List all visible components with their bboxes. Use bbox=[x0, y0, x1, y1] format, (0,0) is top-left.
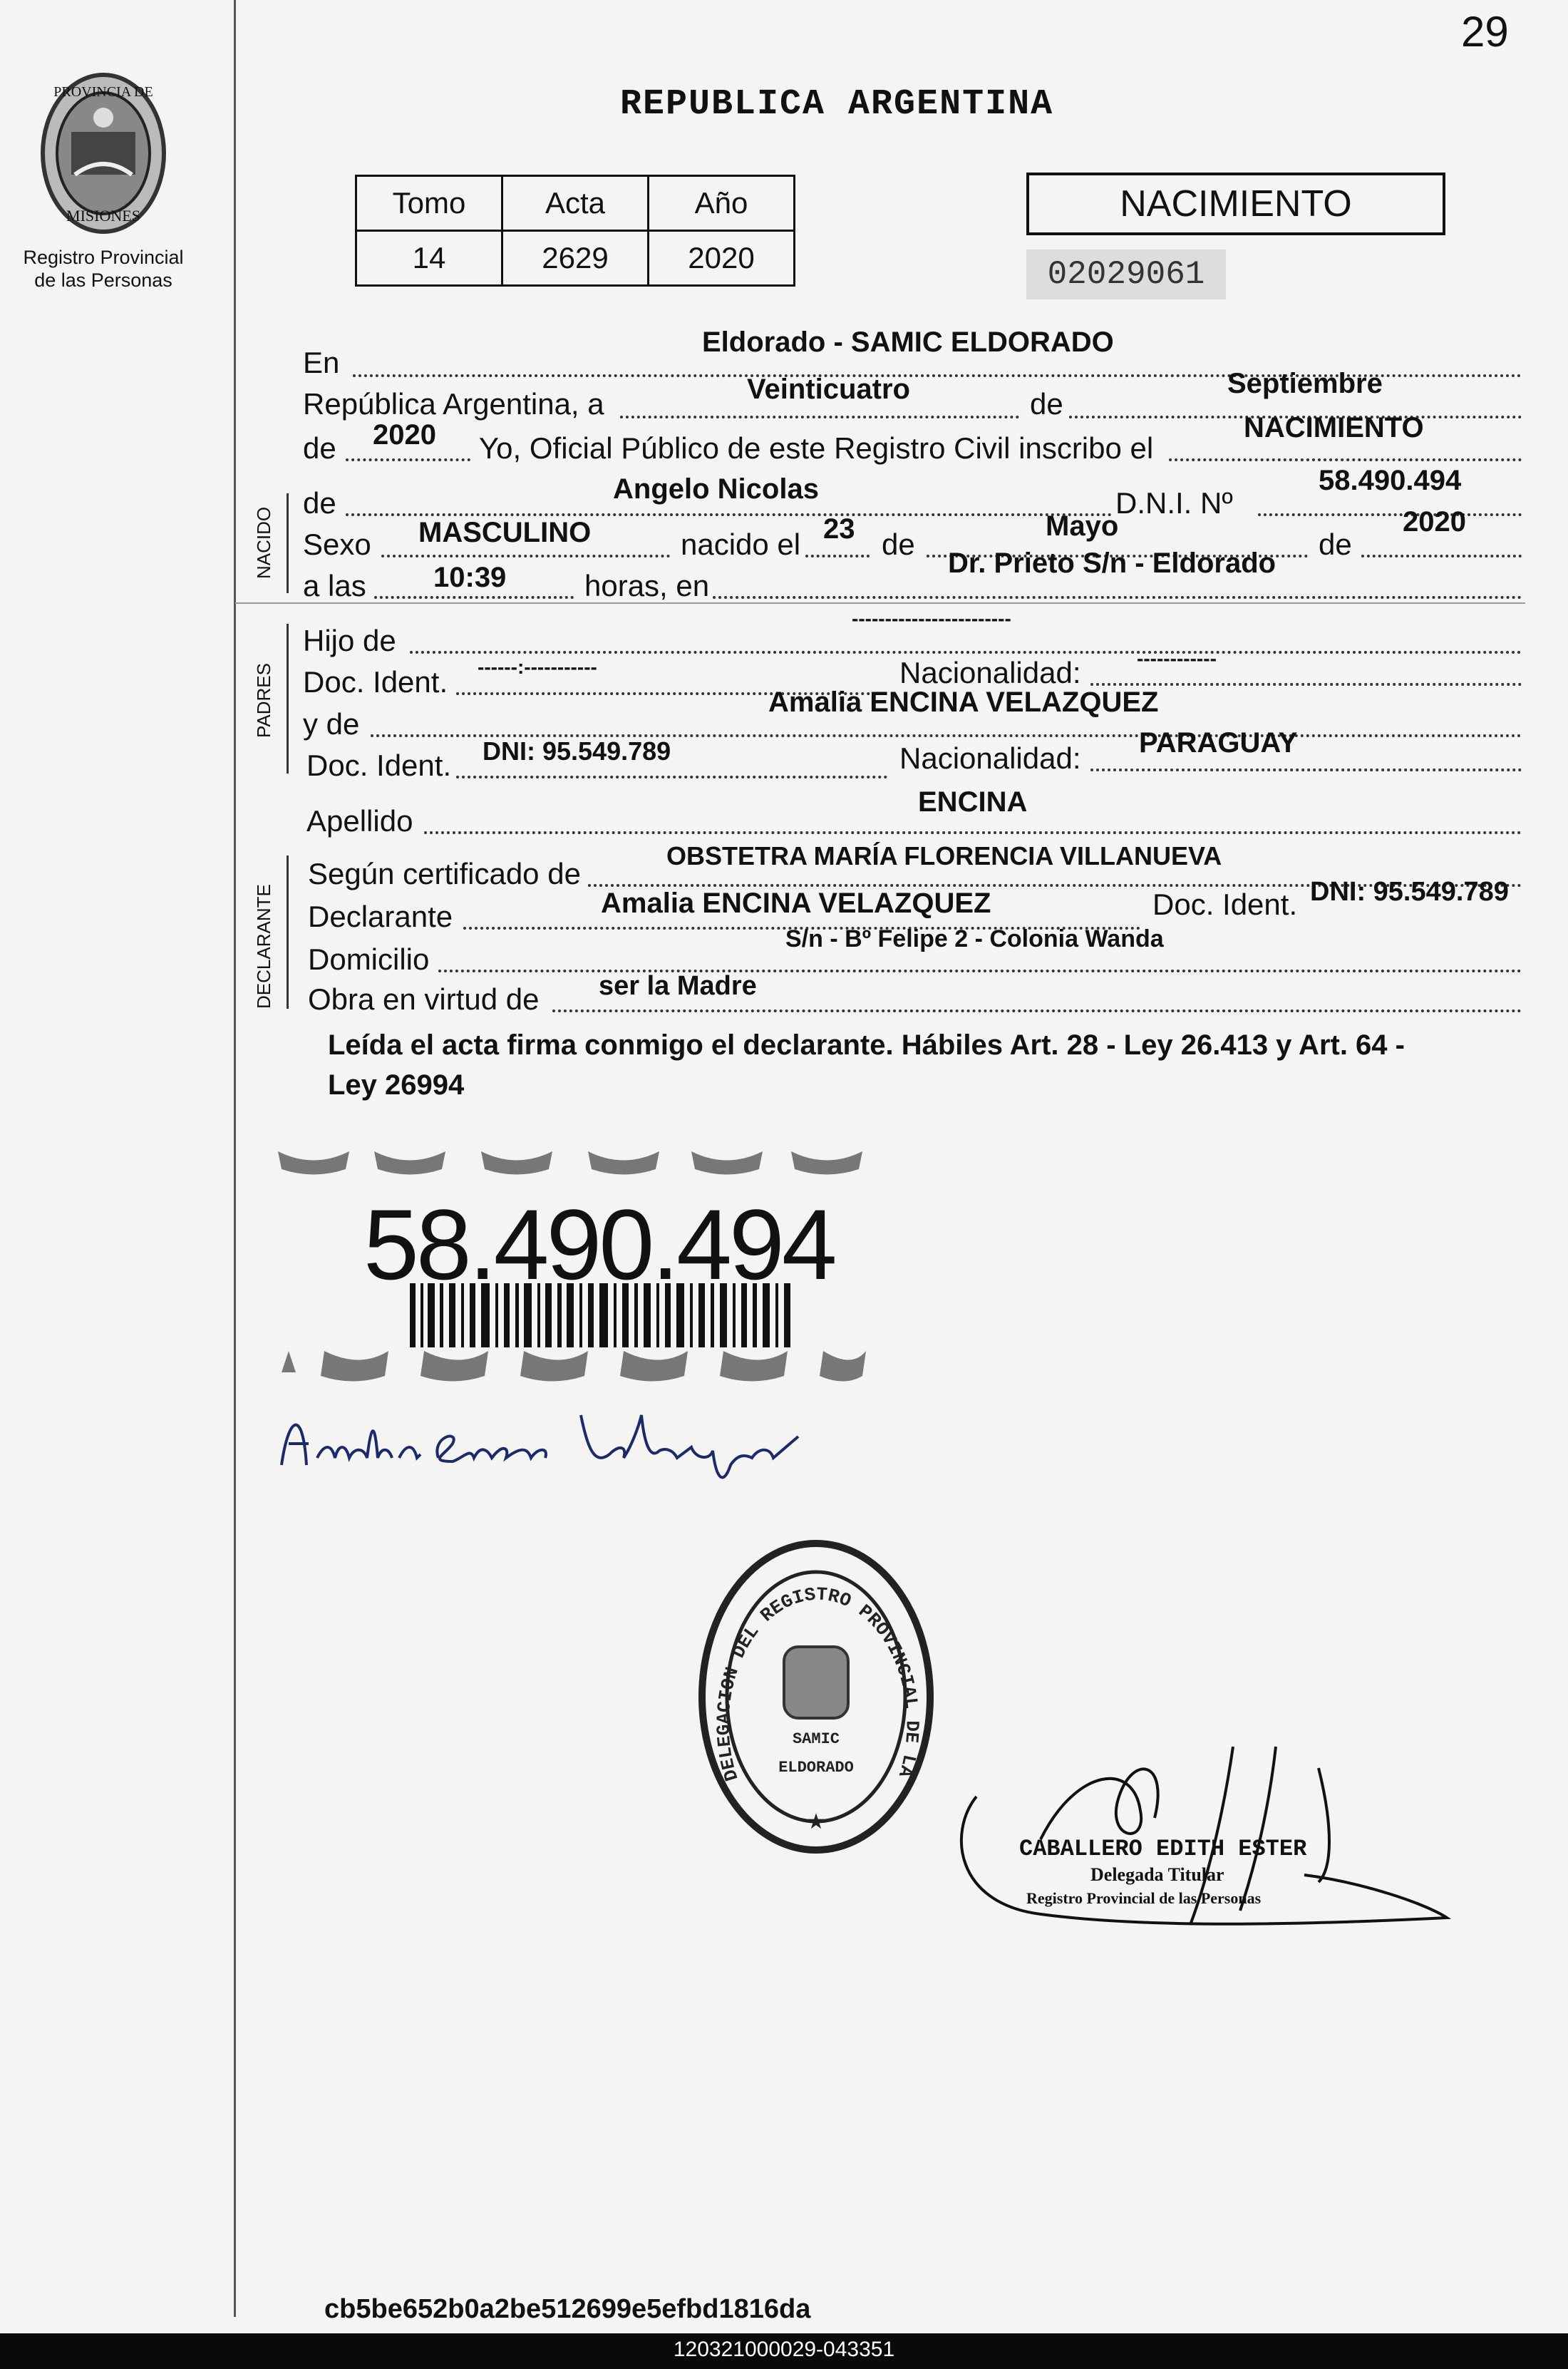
sexo-value: MASCULINO bbox=[418, 517, 592, 548]
alas-label: a las bbox=[303, 569, 366, 602]
mother-doc: DNI: 95.549.789 bbox=[483, 736, 671, 766]
mother-nat: PARAGUAY bbox=[1139, 727, 1298, 759]
inscribo-label: Yo, Oficial Público de este Registro Civil inscribo el bbox=[479, 431, 1154, 465]
dots bbox=[381, 555, 670, 557]
republica-label: República Argentina, a bbox=[303, 387, 604, 421]
dots bbox=[805, 555, 870, 557]
birth-month: Mayo bbox=[1046, 510, 1119, 542]
decl-doc-label: Doc. Ident. bbox=[1152, 888, 1298, 921]
apellido-label: Apellido bbox=[306, 804, 413, 838]
nacido-de-label-2: de bbox=[882, 528, 915, 561]
registry-name-line1: Registro Provincial bbox=[23, 247, 184, 268]
sticker-number: 58.490.494 bbox=[363, 1188, 835, 1300]
mother-name: Amalia ENCINA VELAZQUEZ bbox=[768, 687, 1159, 718]
decl-value: Amalia ENCINA VELAZQUEZ bbox=[601, 888, 991, 919]
dots bbox=[346, 513, 1112, 516]
father-doc-label: Doc. Ident. bbox=[303, 665, 448, 699]
legal-text bbox=[328, 1025, 1405, 1105]
child-name: Angelo Nicolas bbox=[613, 473, 819, 505]
domicilio-label: Domicilio bbox=[308, 942, 430, 976]
birth-day: 23 bbox=[823, 513, 855, 545]
padres-section-label: PADRES bbox=[253, 663, 274, 738]
horas-label: horas, en bbox=[584, 569, 710, 602]
dots bbox=[1090, 683, 1522, 686]
registry-name-line2: de las Personas bbox=[34, 269, 172, 291]
svg-text:PROVINCIA DE: PROVINCIA DE bbox=[53, 84, 153, 100]
dots bbox=[424, 831, 1522, 834]
province-seal-logo bbox=[32, 68, 175, 239]
birth-year: 2020 bbox=[1403, 506, 1466, 538]
dots bbox=[410, 651, 1522, 654]
legal-text-line2: Ley 26994 bbox=[328, 1069, 465, 1101]
dots bbox=[374, 596, 574, 599]
svg-text:ELDORADO: ELDORADO bbox=[778, 1759, 854, 1777]
acta-value: 2629 bbox=[502, 231, 649, 286]
segun-label: Según certificado de bbox=[308, 857, 581, 890]
tomo-value: 14 bbox=[356, 231, 502, 286]
segun-value: OBSTETRA MARÍA FLORENCIA VILLANUEVA bbox=[666, 841, 1222, 870]
dots bbox=[346, 458, 470, 461]
dni-label: D.N.I. Nº bbox=[1115, 486, 1233, 520]
divider bbox=[235, 602, 1525, 604]
serial-number: 02029061 bbox=[1026, 250, 1226, 299]
month-value: Septiembre bbox=[1227, 368, 1383, 399]
registry-stamp bbox=[695, 1536, 937, 1857]
nacido-el-label: nacido el bbox=[681, 528, 801, 561]
day-value: Veinticuatro bbox=[747, 374, 910, 405]
page-title: REPUBLICA ARGENTINA bbox=[620, 84, 1054, 125]
dots bbox=[1169, 458, 1522, 461]
dots bbox=[713, 596, 1522, 599]
year-value: 2020 bbox=[373, 419, 436, 451]
acta-header: Acta bbox=[502, 176, 649, 231]
security-sticker bbox=[274, 1137, 905, 1401]
decl-label: Declarante bbox=[308, 900, 453, 933]
registry-name bbox=[11, 246, 196, 292]
ano-value: 2020 bbox=[649, 231, 795, 286]
birth-place: Dr. Prieto S/n - Eldorado bbox=[948, 548, 1276, 579]
domicilio-value: S/n - Bº Felipe 2 - Colonia Wanda bbox=[785, 925, 1164, 952]
dots bbox=[1361, 555, 1522, 557]
child-dni: 58.490.494 bbox=[1319, 465, 1462, 496]
dots bbox=[552, 1009, 1522, 1012]
official-signature bbox=[934, 1740, 1461, 1971]
footer-bar bbox=[0, 2333, 1568, 2369]
nacido-de-label: de bbox=[303, 486, 336, 520]
document-id: 120321000029-043351 bbox=[673, 2338, 895, 2361]
official-name: CABALLERO EDITH ESTER bbox=[1019, 1836, 1307, 1862]
document-hash: cb5be652b0a2be512699e5efbd1816da bbox=[324, 2294, 811, 2324]
official-org: Registro Provincial de las Personas bbox=[1026, 1889, 1262, 1907]
svg-text:DELEGACION DEL REGISTRO PROVIN: DELEGACION DEL REGISTRO PROVINCIAL DE LA bbox=[713, 1583, 923, 1784]
yde-label: y de bbox=[303, 707, 360, 741]
declarant-signature bbox=[274, 1387, 916, 1490]
nacido-bracket bbox=[287, 493, 289, 593]
dots bbox=[620, 416, 1019, 418]
cert-type-box: NACIMIENTO bbox=[1026, 173, 1445, 235]
ano-header: Año bbox=[649, 176, 795, 231]
obra-label: Obra en virtud de bbox=[308, 982, 540, 1016]
birth-time: 10:39 bbox=[433, 562, 507, 593]
svg-text:MISIONES: MISIONES bbox=[66, 207, 140, 225]
apellido-value: ENCINA bbox=[918, 786, 1028, 818]
father-name: ------------------------ bbox=[852, 607, 1011, 629]
obra-value: ser la Madre bbox=[599, 971, 757, 1001]
dots bbox=[456, 776, 887, 778]
declarante-section-label: DECLARANTE bbox=[253, 884, 274, 1009]
de-label-2: de bbox=[303, 431, 336, 465]
en-label: En bbox=[303, 346, 340, 379]
father-doc: ------:----------- bbox=[478, 656, 597, 678]
father-nat-label: Nacionalidad: bbox=[899, 656, 1081, 689]
dots bbox=[1090, 769, 1522, 771]
de-label: de bbox=[1030, 387, 1063, 421]
decl-doc-value: DNI: 95.549.789 bbox=[1310, 877, 1509, 907]
inscribo-value: NACIMIENTO bbox=[1244, 412, 1424, 443]
declarante-bracket bbox=[287, 855, 289, 1009]
svg-text:★: ★ bbox=[806, 1810, 826, 1834]
sexo-label: Sexo bbox=[303, 528, 371, 561]
hijo-label: Hijo de bbox=[303, 624, 396, 657]
official-role: Delegada Titular bbox=[1090, 1864, 1224, 1885]
mother-nat-label: Nacionalidad: bbox=[899, 741, 1081, 775]
nacido-section-label: NACIDO bbox=[253, 506, 274, 579]
register-table bbox=[355, 175, 795, 287]
margin-line bbox=[234, 0, 236, 2317]
padres-bracket bbox=[287, 624, 289, 774]
page-number: 29 bbox=[1461, 8, 1509, 56]
mother-doc-label: Doc. Ident. bbox=[306, 749, 452, 782]
father-nat: ------------ bbox=[1137, 647, 1217, 669]
dots bbox=[1258, 513, 1522, 516]
svg-text:SAMIC: SAMIC bbox=[792, 1730, 840, 1748]
legal-text-line1: Leída el acta firma conmigo el declarante. Hábiles Art. 28 - Ley 26.413 y Art. 64 - bbox=[328, 1029, 1405, 1061]
tomo-header: Tomo bbox=[356, 176, 502, 231]
place-value: Eldorado - SAMIC ELDORADO bbox=[702, 327, 1114, 358]
nacido-de-label-3: de bbox=[1319, 528, 1352, 561]
